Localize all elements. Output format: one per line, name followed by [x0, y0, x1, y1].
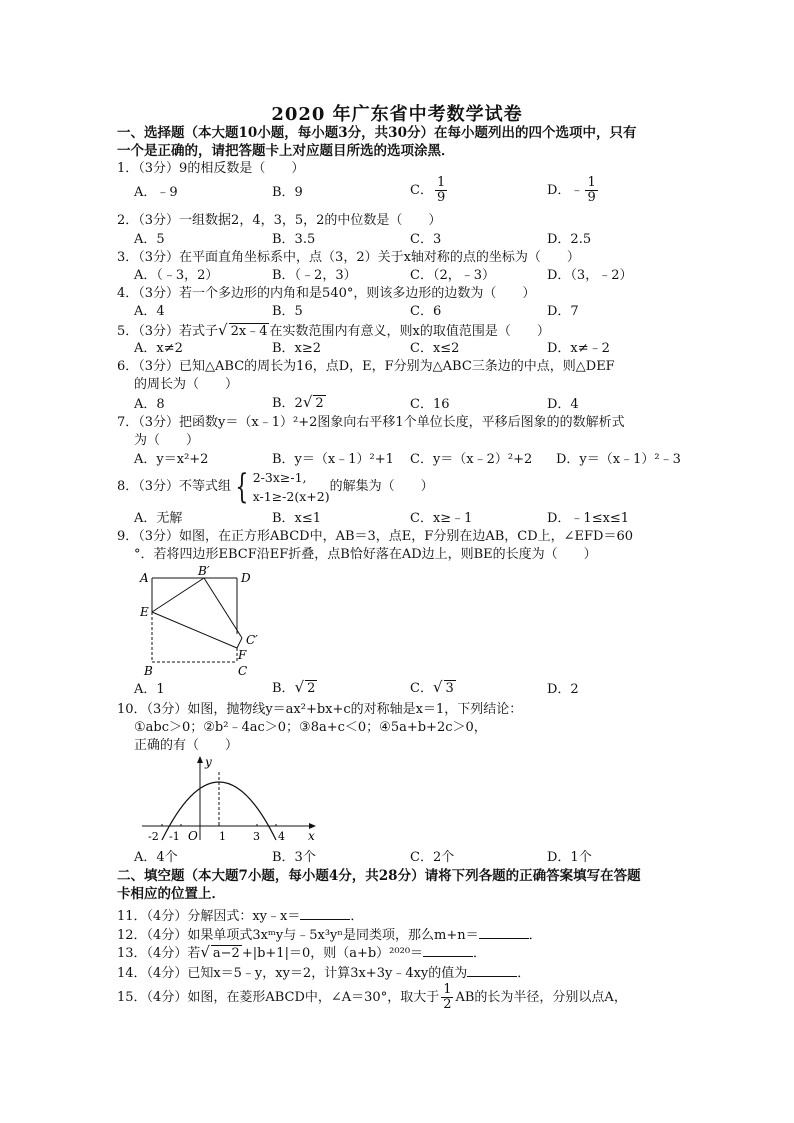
q7-option-d: D．y＝（x﹣1）²﹣3	[556, 452, 681, 467]
q10-label-x: x	[308, 829, 315, 842]
q3-option-d: D．（3，﹣2）	[547, 268, 633, 283]
q10-tick-1: 1	[219, 830, 226, 842]
q1-option-c: C． $\frac{1}{9}$	[410, 175, 446, 205]
page-title: 2020 年广东省中考数学试卷	[271, 104, 523, 125]
q7-option-c: C．y＝（x﹣2）²+2	[410, 452, 533, 467]
q2-stem: 2．（3分）一组数据2，4，3，5，2的中位数是（ ）	[117, 213, 442, 228]
q10-tick-m2: -2	[148, 830, 159, 842]
q2-option-d: D．2.5	[547, 232, 592, 247]
section1-heading-line2: 一个是正确的，请把答题卡上对应题目所选的选项涂黑．	[117, 143, 455, 159]
q4-option-a: A．4	[134, 304, 165, 319]
q9-label-c: C	[238, 664, 248, 678]
q9-label-e: E	[140, 605, 149, 619]
q6-stem-line2: 的周长为（ ）	[134, 377, 239, 392]
q7-option-a: A．y＝x²+2	[134, 452, 209, 467]
q10-stem-line3: 正确的有（ ）	[134, 738, 239, 753]
q5-option-c: C．x≤2	[410, 341, 460, 356]
q9-stem-line2: °．若将四边形EBCF沿EF折叠，点B恰好落在AD边上，则BE的长度为（ ）	[134, 547, 597, 562]
q4-option-d: D．7	[547, 304, 579, 319]
q9-label-b: B	[144, 664, 153, 678]
q12-answer-blank	[479, 924, 529, 939]
q8-option-c: C．x≥﹣1	[410, 511, 473, 526]
q9-label-cp: C′	[246, 633, 258, 647]
q1-option-d: D．﹣ $\frac{1}{9}$	[547, 175, 596, 205]
q10-figure	[140, 754, 330, 842]
q10-label-origin: O	[188, 829, 198, 842]
q8-option-a: A．无解	[134, 511, 183, 526]
q4-option-c: C．6	[410, 304, 442, 319]
q6-option-b: B．2√ 2	[272, 393, 324, 411]
q6-option-a: A．8	[134, 397, 165, 412]
q14-stem: 14．（4分）已知x＝5﹣y，xy＝2，计算3x+3y﹣4xy的值为 ．	[117, 962, 530, 983]
q10-tick-m1: -1	[169, 830, 180, 842]
q14-answer-blank	[467, 962, 517, 977]
q9-option-c: C．√ 3	[410, 678, 454, 696]
q3-stem: 3．（3分）在平面直角坐标系中，点（3，2）关于x轴对称的点的坐标为（ ）	[117, 250, 580, 265]
q5-radical: 2x﹣4	[230, 324, 268, 339]
q5-option-a: A．x≠2	[134, 341, 183, 356]
q1-option-b: B．9	[272, 185, 303, 200]
q3-option-b: B．（﹣2，3）	[272, 268, 357, 283]
q9-label-bp: B′	[198, 564, 210, 578]
q10-label-y: y	[205, 755, 212, 769]
section2-heading-line1: 二、填空题（本大题7小题，每小题4分，共28分）请将下列各题的正确答案填写在答题	[117, 868, 641, 884]
q10-option-c: C．2个	[410, 850, 455, 865]
q7-stem-line1: 7．（3分）把函数y＝（x﹣1）²+2图象向右平移1个单位长度，平移后图象的的数解析式	[117, 415, 625, 430]
q13-answer-blank	[423, 942, 473, 957]
q1-stem: 1．（3分）9的相反数是（ ）	[117, 161, 305, 176]
q5-option-b: B．x≥2	[272, 341, 322, 356]
q6-stem-line1: 6．（3分）已知△ABC的周长为16，点D，E，F分别为△ABC三条边的中点，则△DEF	[117, 359, 615, 374]
q5-option-d: D．x≠﹣2	[547, 341, 610, 356]
q8-stem: 8．（3分）不等式组 { 2-3x≥-1, x-1≥-2(x+2) 的解集为（ ）	[117, 467, 434, 507]
q4-stem: 4．（3分）若一个多边形的内角和是540°，则该多边形的边数为（ ）	[117, 286, 536, 301]
q3-option-c: C．（2，﹣3）	[410, 268, 495, 283]
q9-figure	[138, 564, 268, 680]
q9-option-d: D．2	[547, 682, 579, 697]
q9-stem-line1: 9．（3分）如图，在正方形ABCD中，AB＝3，点E，F分别在边AB，CD上，∠EFD＝60	[117, 529, 633, 544]
q9-option-a: A．1	[134, 682, 165, 697]
q6-option-c: C．16	[410, 397, 450, 412]
section2-heading-line2: 卡相应的位置上．	[117, 886, 225, 902]
q9-option-b: B．√ 2	[272, 678, 316, 696]
q10-tick-3: 3	[253, 830, 260, 842]
q6-option-d: D．4	[547, 397, 579, 412]
q8-option-d: D．﹣1≤x≤1	[547, 511, 630, 526]
q11-answer-blank	[300, 905, 350, 920]
q5-stem: 5．（3分）若式子√ 2x﹣4 在实数范围内有意义，则x的取值范围是（ ）	[117, 321, 550, 339]
q4-option-b: B．5	[272, 304, 303, 319]
q1-option-a: A．﹣9	[134, 185, 178, 200]
q11-stem: 11．（4分）分解因式：xy﹣x＝ ．	[117, 905, 363, 926]
q15-stem: 15．（4分）如图，在菱形ABCD中，∠A＝30°，取大于 $\frac{1}{2}$ AB的长为半径，分别以点A，	[117, 982, 627, 1012]
q9-label-a: A	[140, 571, 149, 585]
q8-option-b: B．x≤1	[272, 511, 322, 526]
section1-heading-line1: 一、选择题（本大题10小题，每小题3分，共30分）在每小题列出的四个选项中，只有	[117, 125, 637, 141]
q2-option-a: A．5	[134, 232, 165, 247]
q10-stem-line2: ①abc＞0；②b²﹣4ac＞0；③8a+c＜0；④5a+b+2c＞0，	[134, 720, 487, 735]
q10-option-d: D．1个	[547, 850, 592, 865]
q2-option-b: B．3.5	[272, 232, 316, 247]
q7-option-b: B．y＝（x﹣1）²+1	[272, 452, 394, 467]
q10-option-a: A．4个	[134, 850, 178, 865]
q9-label-f: F	[238, 648, 247, 662]
q2-option-c: C．3	[410, 232, 442, 247]
q12-stem: 12．（4分）如果单项式3xᵐy与﹣5x³yⁿ是同类项，那么m+n＝ ．	[117, 924, 542, 945]
q10-stem-line1: 10．（3分）如图，抛物线y＝ax²+bx+c的对称轴是x＝1，下列结论：	[117, 702, 523, 717]
q13-stem: 13．（4分）若√ a−2 +|b+1|＝0，则（a+b）²⁰²⁰＝ ．	[117, 943, 487, 961]
q10-option-b: B．3个	[272, 850, 316, 865]
q7-stem-line2: 为（ ）	[134, 433, 200, 448]
q9-label-d: D	[241, 571, 251, 585]
q10-tick-4: 4	[278, 830, 285, 842]
q3-option-a: A．（﹣3，2）	[134, 268, 219, 283]
